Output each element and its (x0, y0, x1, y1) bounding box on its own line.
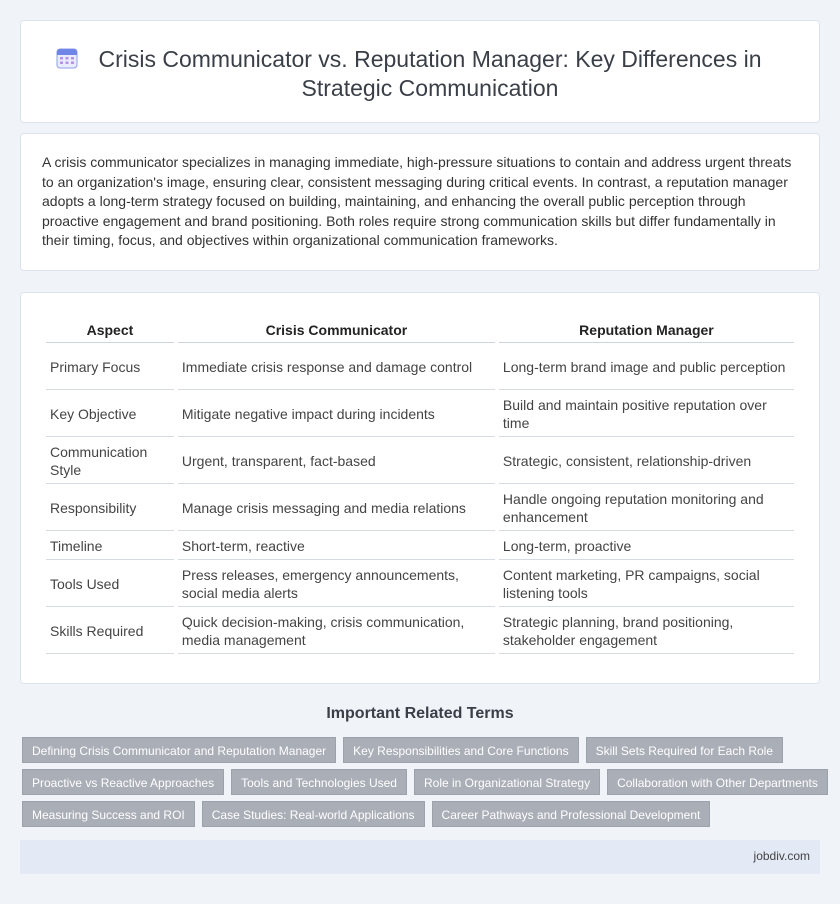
intro-card (20, 133, 820, 271)
related-term-tag[interactable]: Measuring Success and ROI (22, 801, 195, 827)
table-cell-reputation: Handle ongoing reputation monitoring and enhancement (499, 486, 794, 531)
related-term-tag[interactable]: Collaboration with Other Departments (607, 769, 828, 795)
table-row (46, 345, 794, 390)
table-cell-aspect: Skills Required (46, 609, 174, 654)
table-cell-crisis: Immediate crisis response and damage control (178, 345, 495, 390)
comparison-table (42, 316, 798, 656)
table-cell-aspect: Responsibility (46, 486, 174, 531)
table-cell-crisis: Short-term, reactive (178, 533, 495, 560)
related-term-tag[interactable]: Skill Sets Required for Each Role (586, 737, 783, 763)
related-term-tag[interactable]: Career Pathways and Professional Development (432, 801, 711, 827)
table-cell-aspect: Primary Focus (46, 345, 174, 390)
table-row (46, 562, 794, 607)
table-cell-crisis: Press releases, emergency announcements, social media alerts (178, 562, 495, 607)
table-cell-aspect: Communication Style (46, 439, 174, 484)
table-cell-crisis: Urgent, transparent, fact-based (178, 439, 495, 484)
tag-row (22, 737, 822, 763)
table-cell-reputation: Content marketing, PR campaigns, social listening tools (499, 562, 794, 607)
related-term-tag[interactable]: Tools and Technologies Used (231, 769, 407, 795)
page-title: Crisis Communicator vs. Reputation Manager: Key Differences in Strategic Communication (98, 46, 762, 101)
table-cell-aspect: Key Objective (46, 392, 174, 437)
table-header-row (46, 318, 794, 343)
table-cell-reputation: Strategic planning, brand positioning, stakeholder engagement (499, 609, 794, 654)
table-row (46, 392, 794, 437)
table-row (46, 439, 794, 484)
intro-paragraph: A crisis communicator specializes in managing immediate, high-pressure situations to contain and address urgent threats to an organization's image, ensuring clear, consistent messaging during critical events. In contrast, a reputation manager adopts a long-term strategy focused on building, maintaining, and enhancing the overall public perception through proactive engagement and brand positioning. Both roles require strong communication skills but differ fundamentally in their timing, focus, and objectives within organizational communication frameworks. (42, 154, 792, 249)
column-header-aspect: Aspect (46, 318, 174, 343)
column-header-reputation-manager: Reputation Manager (499, 318, 794, 343)
related-term-tag[interactable]: Defining Crisis Communicator and Reputation Manager (22, 737, 336, 763)
tag-row (22, 769, 822, 795)
related-term-tag[interactable]: Case Studies: Real-world Applications (202, 801, 425, 827)
related-term-tag[interactable]: Proactive vs Reactive Approaches (22, 769, 224, 795)
header-card (20, 20, 820, 123)
table-row (46, 609, 794, 654)
table-cell-aspect: Tools Used (46, 562, 174, 607)
related-term-tag[interactable]: Key Responsibilities and Core Functions (343, 737, 578, 763)
table-cell-reputation: Long-term brand image and public perception (499, 345, 794, 390)
tag-row (22, 801, 822, 827)
table-cell-crisis: Mitigate negative impact during incidents (178, 392, 495, 437)
table-row (46, 533, 794, 560)
table-cell-crisis: Quick decision-making, crisis communication, media management (178, 609, 495, 654)
related-terms-heading: Important Related Terms (326, 705, 514, 722)
table-cell-reputation: Strategic, consistent, relationship-driven (499, 439, 794, 484)
table-cell-reputation: Long-term, proactive (499, 533, 794, 560)
footer (20, 840, 820, 874)
column-header-crisis-communicator: Crisis Communicator (178, 318, 495, 343)
related-term-tag[interactable]: Role in Organizational Strategy (414, 769, 600, 795)
table-cell-crisis: Manage crisis messaging and media relations (178, 486, 495, 531)
table-cell-aspect: Timeline (46, 533, 174, 560)
related-terms-tags (22, 737, 822, 833)
table-cell-reputation: Build and maintain positive reputation over time (499, 392, 794, 437)
comparison-table-card (20, 292, 820, 684)
table-row (46, 486, 794, 531)
footer-site-link[interactable]: jobdiv.com (753, 849, 810, 863)
